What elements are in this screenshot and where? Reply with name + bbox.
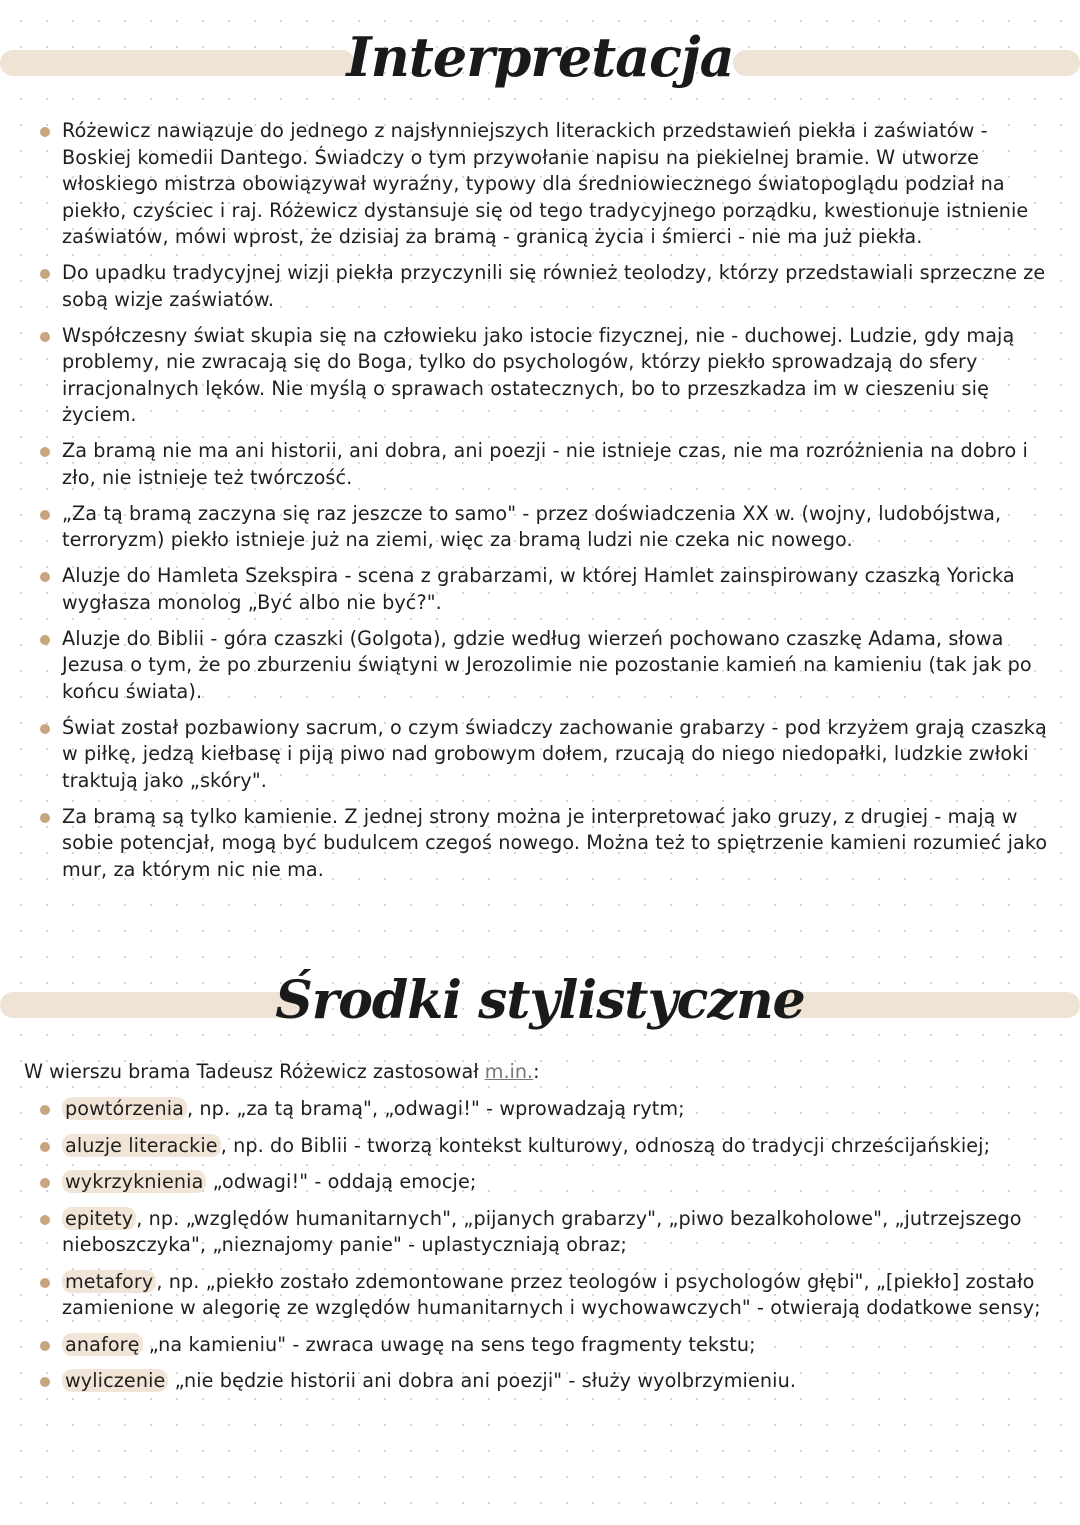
bullet-icon: [40, 332, 50, 342]
list-item: [38, 626, 1060, 706]
device-description: , np. „względów humanitarnych", „pijanych grabarzy", „piwo bezalkoholowe", „jutrzejszego nieboszczyka", „nieznajomy panie" - uplastyczniają obraz;: [62, 1206, 1022, 1256]
list-item-text: Współczesny świat skupia się na człowieku jako istocie fizycznej, nie - duchowej. Ludzie, gdy mają problemy, nie zwracają się do Boga, tylko do psychologów, którzy piekło sprowadzają do sfery irracjonalnych lęków. Nie myślą o sprawach ostatecznych, bo to przeszkadza im w cieszeniu się życiem.: [62, 323, 1015, 426]
device-term: anaforę: [62, 1333, 143, 1356]
intro-colon: :: [533, 1060, 540, 1083]
list-item: [38, 260, 1060, 313]
list-item-text: Do upadku tradycyjnej wizji piekła przyczynili się również teolodzy, którzy przedstawiali sprzeczne ze sobą wizje zaświatów.: [62, 261, 1046, 311]
device-term: powtórzenia: [62, 1097, 187, 1120]
list-item: [38, 501, 1060, 554]
device-term: metafory: [62, 1270, 156, 1293]
list-item-text: Za bramą są tylko kamienie. Z jednej strony można je interpretować jako gruzy, z drugiej - mają w sobie potencjał, mogą być budulcem czegoś nowego. Można też to spiętrzenie kamieni rozumieć jako mur, za którym nic nie ma.: [62, 804, 1048, 881]
list-item-text: Aluzje do Hamleta Szekspira - scena z grabarzami, w której Hamlet zainspirowany czaszką Yoricka wygłasza monolog „Być albo nie być?".: [62, 564, 1015, 614]
bullet-icon: [40, 635, 50, 645]
stylistic-devices-list: [38, 1096, 1060, 1405]
bullet-icon: [40, 1377, 50, 1387]
section-title-interpretacja: Interpretacja: [346, 25, 734, 89]
list-item-text: Różewicz nawiązuje do jednego z najsłynniejszych literackich przedstawień piekła i zaświatów - Boskiej komedii Dantego. Świadczy o tym przywołanie napisu na piekielnej bramie. W utworze włoskiego mistrza obowiązywał wyraźny, typowy dla średniowiecznego światopoglądu podział na piekło, czyściec i raj. Różewicz dystansuje się od tego tradycyjnego porządku, kwestionuje istnienie zaświatów, mówi wprost, że dzisiaj za bramą - granicą życia i śmierci - nie ma już piekła.: [62, 119, 1029, 248]
list-item: [38, 323, 1060, 429]
list-item: [38, 563, 1060, 616]
interpretation-list: [38, 118, 1060, 893]
bullet-icon: [40, 127, 50, 137]
bullet-icon: [40, 1278, 50, 1288]
device-term: wyliczenie: [62, 1369, 168, 1392]
bullet-icon: [40, 813, 50, 823]
bullet-icon: [40, 1178, 50, 1188]
list-item: [38, 715, 1060, 795]
list-item: [38, 1133, 1060, 1160]
section-intro: [24, 1059, 1064, 1085]
device-description: „nie będzie historii ani dobra ani poezji" - służy wyolbrzymieniu.: [168, 1369, 797, 1392]
list-item: [38, 1169, 1060, 1196]
bullet-icon: [40, 724, 50, 734]
list-item: [38, 118, 1060, 251]
bullet-icon: [40, 1105, 50, 1115]
bullet-icon: [40, 1142, 50, 1152]
list-item: [38, 1096, 1060, 1123]
list-item: [38, 1332, 1060, 1359]
device-term: epitety: [62, 1207, 136, 1230]
device-description: „na kamieniu" - zwraca uwagę na sens tego fragmenty tekstu;: [142, 1332, 756, 1356]
list-item-text: „Za tą bramą zaczyna się raz jeszcze to samo" - przez doświadczenia XX w. (wojny, ludobójstwa, terroryzm) piekło istnieje już na ziemi, więc za bramą ludzi nie czeka nic nowego.: [62, 501, 1002, 551]
list-item-text: Świat został pozbawiony sacrum, o czym świadczy zachowanie grabarzy - pod krzyżem grają czaszką w piłkę, jedzą kiełbasę i piją piwo nad grobowym dołem, rzucają do niego niedopałki, ludzkie zwłoki traktują jako „skóry".: [62, 715, 1047, 792]
device-description: , np. „za tą bramą", „odwagi!" - wprowadzają rytm;: [187, 1097, 685, 1120]
device-description: „odwagi!" - oddają emocje;: [206, 1170, 477, 1193]
device-term: aluzje literackie: [62, 1134, 221, 1157]
list-item-text: Aluzje do Biblii - góra czaszki (Golgota), gdzie według wierzeń pochowano czaszkę Adama, słowa Jezusa o tym, że po zburzeniu świątyni w Jerozolimie nie pozostanie kamień na kamieniu (tak jak po końcu świata).: [62, 626, 1032, 703]
list-item: [38, 438, 1060, 491]
device-term: wykrzyknienia: [62, 1170, 206, 1193]
intro-text: W wierszu brama Tadeusz Różewicz zastosował: [24, 1060, 485, 1083]
list-item: [38, 804, 1060, 884]
list-item: [38, 1368, 1060, 1395]
section-title-srodki: Środki stylistyczne: [275, 970, 805, 1031]
bullet-icon: [40, 447, 50, 457]
list-item: [38, 1206, 1060, 1259]
bullet-icon: [40, 510, 50, 520]
bullet-icon: [40, 1215, 50, 1225]
device-description: , np. do Biblii - tworzą kontekst kulturowy, odnoszą do tradycji chrześcijańskiej;: [220, 1133, 991, 1157]
bullet-icon: [40, 1341, 50, 1351]
bullet-icon: [40, 269, 50, 279]
list-item: [38, 1269, 1060, 1322]
bullet-icon: [40, 572, 50, 582]
device-description: , np. „piekło zostało zdemontowane przez teologów i psychologów głębi", „[piekło] zostało zamienione w alegorię ze względów humanitarnych i wychowawczych" - otwierają dodatkowe sensy;: [62, 1269, 1041, 1319]
intro-abbreviation: m.in.: [484, 1060, 534, 1083]
list-item-text: Za bramą nie ma ani historii, ani dobra, ani poezji - nie istnieje czas, nie ma rozróżnienia na dobro i zło, nie istnieje też twórczość.: [62, 439, 1028, 489]
